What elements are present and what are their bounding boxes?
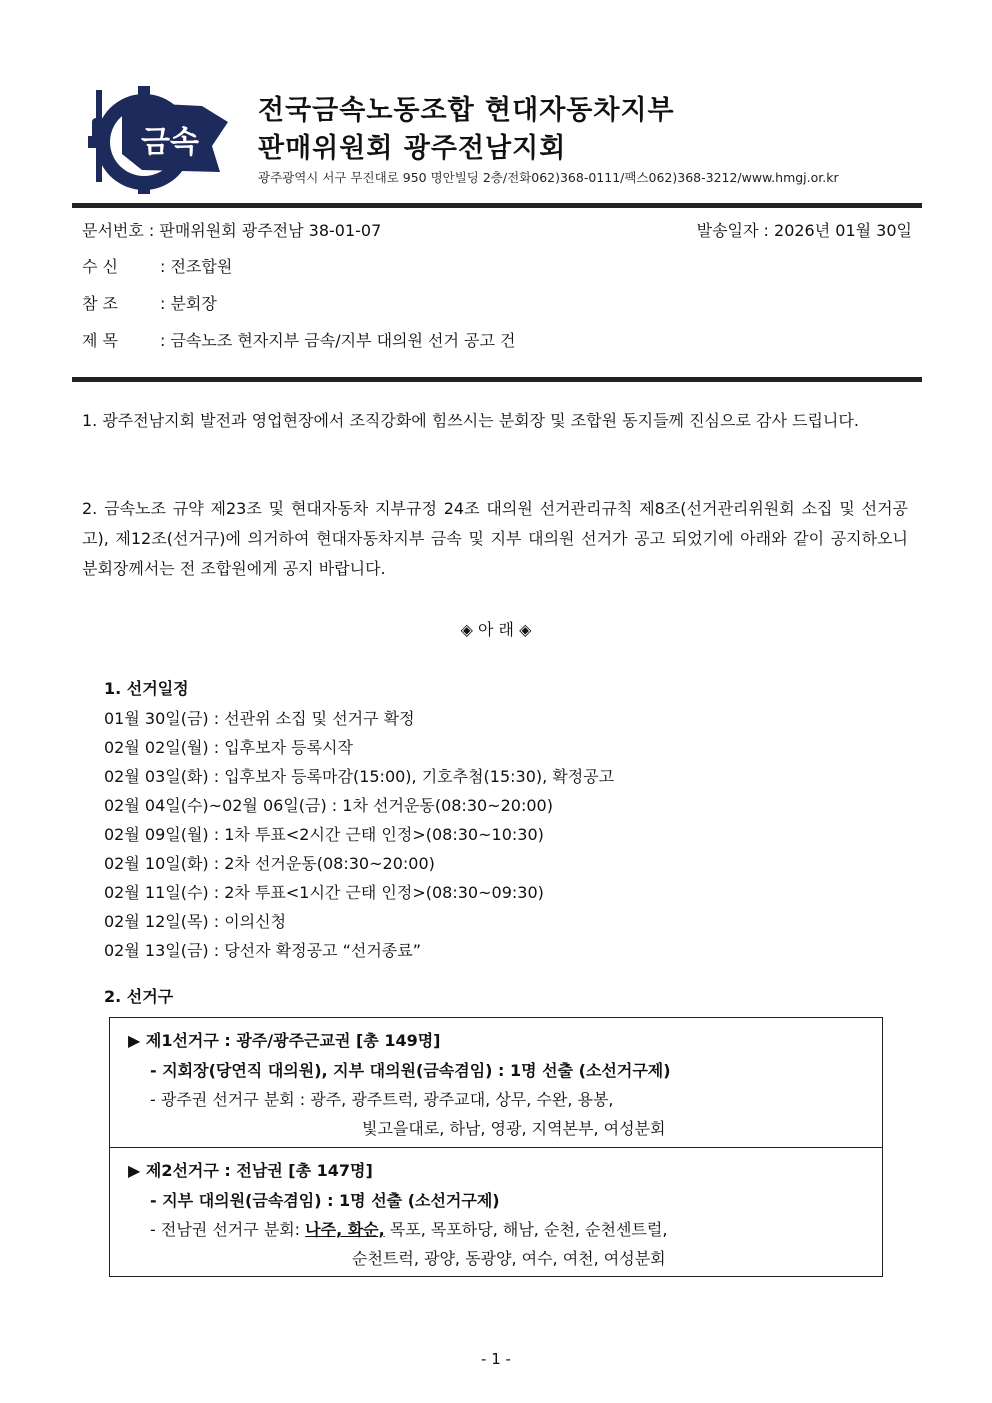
district-2-heading: ▶ 제2선거구 : 전남권 [총 147명] — [128, 1161, 373, 1180]
district-1-box — [109, 1017, 883, 1148]
schedule-title: 1. 선거일정 — [104, 679, 189, 698]
district-2-line2-prefix: - 전남권 선거구 분회: — [150, 1220, 306, 1239]
district-2-line3: 순천트럭, 광양, 동광양, 여수, 여천, 여성분회 — [352, 1249, 666, 1268]
district-1-line1: - 지회장(당연직 대의원), 지부 대의원(금속겸임) : 1명 선출 (소선거구제) — [150, 1061, 671, 1080]
recipient-label: 수 신 — [82, 257, 118, 276]
schedule-item: 02월 13일(금) : 당선자 확정공고 “선거종료” — [104, 941, 421, 960]
doc-number: 문서번호 : 판매위원회 광주전남 38-01-07 — [82, 221, 382, 240]
district-2-line1: - 지부 대의원(금속겸임) : 1명 선출 (소선거구제) — [150, 1191, 500, 1210]
logo-text: 금속 — [141, 125, 199, 160]
org-name-line2: 판매위원회 광주전남지회 — [258, 133, 567, 164]
districts-title: 2. 선거구 — [104, 987, 174, 1006]
schedule-item: 02월 12일(목) : 이의신청 — [104, 912, 287, 931]
schedule-item: 02월 04일(수)~02월 06일(금) : 1차 선거운동(08:30~20:00) — [104, 796, 553, 815]
subject-label: 제 목 — [82, 331, 118, 350]
recipient-value: : 전조합원 — [160, 257, 233, 276]
district-2-line2 — [150, 1217, 667, 1240]
subject-value: : 금속노조 현자지부 금속/지부 대의원 선거 공고 건 — [160, 331, 516, 350]
district-2-line2-underlined: 나주, 화순, — [305, 1220, 385, 1239]
schedule-item: 02월 11일(수) : 2차 투표<1시간 근태 인정>(08:30~09:30) — [104, 883, 544, 902]
schedule-item: 02월 09일(월) : 1차 투표<2시간 근태 인정>(08:30~10:30) — [104, 825, 544, 844]
header-divider — [72, 203, 922, 208]
paragraph-1: 1. 광주전남지회 발전과 영업현장에서 조직강화에 힘쓰시는 분회장 및 조합원 동지들께 진심으로 감사 드립니다. — [82, 411, 859, 430]
schedule-item: 02월 10일(화) : 2차 선거운동(08:30~20:00) — [104, 854, 435, 873]
schedule-item: 02월 03일(화) : 입후보자 등록마감(15:00), 기호추첨(15:30), 확정공고 — [104, 767, 615, 786]
district-1-heading: ▶ 제1선거구 : 광주/광주근교권 [총 149명] — [128, 1031, 441, 1050]
send-date: 발송일자 : 2026년 01월 30일 — [696, 221, 912, 240]
paragraph-2: 2. 금속노조 규약 제23조 및 현대자동차 지부규정 24조 대의원 선거관리규칙 제8조(선거관리위원회 소집 및 선거공고), 제12조(선거구)에 의거하여 현대자동차지부 금속 및 지부 대의원 선거가 공고 되었기에 아래와 같이 공지하오니 분회장께서는 전 조합원에게 공지 바랍니다. — [82, 499, 908, 578]
schedule-item: 01월 30일(금) : 선관위 소집 및 선거구 확정 — [104, 709, 415, 728]
reference-value: : 분회장 — [160, 294, 217, 313]
district-1-line2: - 광주권 선거구 분회 : 광주, 광주트럭, 광주교대, 상무, 수완, 용봉, — [150, 1090, 614, 1109]
union-logo — [82, 84, 230, 194]
meta-divider — [72, 377, 922, 382]
reference-label: 참 조 — [82, 294, 118, 313]
org-address: 광주광역시 서구 무진대로 950 명안빌딩 2층/전화062)368-0111/팩스062)368-3212/www.hmgj.or.kr — [258, 170, 839, 185]
page-number: - 1 - — [481, 1350, 511, 1368]
schedule-item: 02월 02일(월) : 입후보자 등록시작 — [104, 738, 353, 757]
district-2-line2-rest: 목포, 목포하당, 해남, 순천, 순천센트럴, — [384, 1220, 668, 1239]
district-2-box — [109, 1147, 883, 1277]
notice-heading: ◈ 아 래 ◈ — [460, 620, 532, 639]
org-name-line1: 전국금속노동조합 현대자동차지부 — [258, 95, 675, 126]
district-1-line3: 빛고을대로, 하남, 영광, 지역본부, 여성분회 — [362, 1119, 666, 1138]
